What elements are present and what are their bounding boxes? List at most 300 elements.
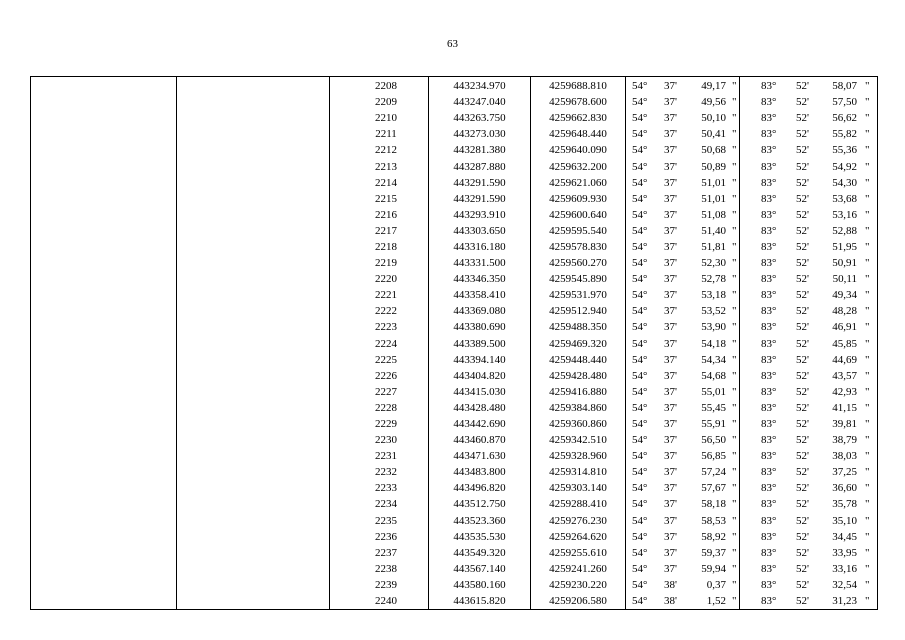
x-coordinate: 443535.530	[429, 529, 531, 545]
latitude-minutes: 37'	[664, 482, 677, 495]
y-coordinate: 4259678.600	[531, 94, 626, 110]
longitude-seconds: 36,60	[832, 482, 857, 495]
table-row	[31, 287, 878, 303]
latitude-seconds: 55,45	[701, 401, 726, 414]
latitude-seconds-mark: "	[732, 305, 737, 318]
x-coordinate: 443394.140	[429, 352, 531, 368]
longitude-degrees: 83°	[761, 144, 777, 157]
longitude-degrees: 83°	[761, 80, 777, 93]
longitude-degrees: 83°	[761, 176, 777, 189]
x-coordinate: 443358.410	[429, 287, 531, 303]
longitude-cell	[740, 480, 878, 496]
x-coordinate: 443331.500	[429, 255, 531, 271]
latitude-cell	[626, 384, 740, 400]
empty-cell	[31, 158, 177, 174]
latitude-seconds: 53,18	[701, 289, 726, 302]
longitude-seconds-mark: "	[865, 144, 870, 157]
latitude-seconds: 57,24	[701, 466, 726, 479]
longitude-seconds-mark: "	[865, 369, 870, 382]
latitude-minutes: 37'	[664, 224, 677, 237]
longitude-seconds-mark: "	[865, 401, 870, 414]
x-coordinate: 443460.870	[429, 432, 531, 448]
x-coordinate: 443346.350	[429, 271, 531, 287]
x-coordinate: 443316.180	[429, 239, 531, 255]
longitude-seconds: 31,23	[832, 595, 857, 608]
latitude-seconds: 58,18	[701, 498, 726, 511]
longitude-cell	[740, 142, 878, 158]
longitude-degrees: 83°	[761, 466, 777, 479]
longitude-cell	[740, 175, 878, 191]
longitude-minutes: 52'	[796, 530, 809, 543]
longitude-seconds-mark: "	[865, 128, 870, 141]
longitude-minutes: 52'	[796, 289, 809, 302]
point-number: 2221	[330, 287, 429, 303]
longitude-minutes: 52'	[796, 192, 809, 205]
latitude-degrees: 54°	[632, 128, 648, 141]
y-coordinate: 4259416.880	[531, 384, 626, 400]
empty-cell	[31, 223, 177, 239]
x-coordinate: 443263.750	[429, 110, 531, 126]
point-number: 2236	[330, 529, 429, 545]
empty-cell	[31, 577, 177, 593]
latitude-degrees: 54°	[632, 160, 648, 173]
latitude-seconds-mark: "	[732, 128, 737, 141]
longitude-cell	[740, 319, 878, 335]
point-number: 2225	[330, 352, 429, 368]
point-number: 2231	[330, 448, 429, 464]
empty-cell	[177, 271, 330, 287]
coordinates-table	[30, 76, 878, 610]
y-coordinate: 4259662.830	[531, 110, 626, 126]
latitude-seconds-mark: "	[732, 192, 737, 205]
y-coordinate: 4259648.440	[531, 126, 626, 142]
longitude-seconds-mark: "	[865, 192, 870, 205]
latitude-minutes: 37'	[664, 96, 677, 109]
latitude-seconds-mark: "	[732, 401, 737, 414]
longitude-seconds: 51,95	[832, 240, 857, 253]
empty-cell	[177, 400, 330, 416]
longitude-cell	[740, 368, 878, 384]
latitude-seconds-mark: "	[732, 144, 737, 157]
empty-cell	[31, 239, 177, 255]
table-row	[31, 400, 878, 416]
empty-cell	[177, 77, 330, 95]
point-number: 2226	[330, 368, 429, 384]
latitude-seconds: 53,52	[701, 305, 726, 318]
latitude-minutes: 37'	[664, 337, 677, 350]
longitude-cell	[740, 432, 878, 448]
latitude-seconds-mark: "	[732, 240, 737, 253]
y-coordinate: 4259303.140	[531, 480, 626, 496]
y-coordinate: 4259206.580	[531, 593, 626, 610]
longitude-seconds-mark: "	[865, 482, 870, 495]
latitude-minutes: 37'	[664, 176, 677, 189]
longitude-seconds: 43,57	[832, 369, 857, 382]
y-coordinate: 4259578.830	[531, 239, 626, 255]
table-row	[31, 94, 878, 110]
latitude-degrees: 54°	[632, 289, 648, 302]
x-coordinate: 443512.750	[429, 496, 531, 512]
latitude-minutes: 37'	[664, 128, 677, 141]
longitude-seconds-mark: "	[865, 578, 870, 591]
point-number: 2210	[330, 110, 429, 126]
latitude-seconds-mark: "	[732, 482, 737, 495]
table-row	[31, 480, 878, 496]
latitude-degrees: 54°	[632, 192, 648, 205]
longitude-degrees: 83°	[761, 498, 777, 511]
x-coordinate: 443483.800	[429, 464, 531, 480]
y-coordinate: 4259255.610	[531, 545, 626, 561]
latitude-seconds: 54,68	[701, 369, 726, 382]
empty-cell	[31, 175, 177, 191]
latitude-minutes: 37'	[664, 321, 677, 334]
longitude-seconds-mark: "	[865, 208, 870, 221]
empty-cell	[31, 513, 177, 529]
latitude-cell	[626, 77, 740, 95]
latitude-degrees: 54°	[632, 450, 648, 463]
table-row	[31, 416, 878, 432]
latitude-seconds-mark: "	[732, 369, 737, 382]
latitude-degrees: 54°	[632, 466, 648, 479]
x-coordinate: 443389.500	[429, 336, 531, 352]
empty-cell	[177, 287, 330, 303]
longitude-degrees: 83°	[761, 160, 777, 173]
x-coordinate: 443404.820	[429, 368, 531, 384]
latitude-minutes: 37'	[664, 289, 677, 302]
latitude-minutes: 37'	[664, 144, 677, 157]
point-number: 2217	[330, 223, 429, 239]
longitude-seconds: 34,45	[832, 530, 857, 543]
x-coordinate: 443369.080	[429, 303, 531, 319]
longitude-seconds-mark: "	[865, 450, 870, 463]
empty-cell	[177, 336, 330, 352]
empty-cell	[177, 545, 330, 561]
latitude-minutes: 37'	[664, 385, 677, 398]
y-coordinate: 4259384.860	[531, 400, 626, 416]
empty-cell	[177, 175, 330, 191]
latitude-seconds: 50,10	[701, 112, 726, 125]
longitude-degrees: 83°	[761, 546, 777, 559]
latitude-seconds-mark: "	[732, 595, 737, 608]
longitude-seconds-mark: "	[865, 305, 870, 318]
longitude-minutes: 52'	[796, 208, 809, 221]
table-row	[31, 352, 878, 368]
latitude-seconds: 58,53	[701, 514, 726, 527]
latitude-cell	[626, 191, 740, 207]
empty-cell	[177, 464, 330, 480]
empty-cell	[177, 255, 330, 271]
longitude-minutes: 52'	[796, 369, 809, 382]
point-number: 2220	[330, 271, 429, 287]
longitude-cell	[740, 287, 878, 303]
table-row	[31, 271, 878, 287]
table-row	[31, 142, 878, 158]
empty-cell	[177, 94, 330, 110]
latitude-seconds: 1,52	[706, 595, 726, 608]
latitude-cell	[626, 593, 740, 610]
latitude-seconds-mark: "	[732, 562, 737, 575]
latitude-degrees: 54°	[632, 434, 648, 447]
x-coordinate: 443303.650	[429, 223, 531, 239]
longitude-degrees: 83°	[761, 224, 777, 237]
longitude-seconds-mark: "	[865, 321, 870, 334]
latitude-degrees: 54°	[632, 112, 648, 125]
y-coordinate: 4259595.540	[531, 223, 626, 239]
latitude-seconds-mark: "	[732, 96, 737, 109]
longitude-minutes: 52'	[796, 128, 809, 141]
latitude-cell	[626, 287, 740, 303]
latitude-cell	[626, 336, 740, 352]
x-coordinate: 443234.970	[429, 77, 531, 95]
point-number: 2208	[330, 77, 429, 95]
empty-cell	[31, 384, 177, 400]
longitude-degrees: 83°	[761, 96, 777, 109]
empty-cell	[177, 561, 330, 577]
longitude-seconds-mark: "	[865, 176, 870, 189]
empty-cell	[177, 529, 330, 545]
latitude-seconds: 58,92	[701, 530, 726, 543]
empty-cell	[31, 303, 177, 319]
point-number: 2229	[330, 416, 429, 432]
latitude-seconds-mark: "	[732, 466, 737, 479]
table-body	[31, 77, 878, 610]
y-coordinate: 4259640.090	[531, 142, 626, 158]
latitude-seconds: 50,41	[701, 128, 726, 141]
x-coordinate: 443615.820	[429, 593, 531, 610]
longitude-seconds-mark: "	[865, 530, 870, 543]
x-coordinate: 443567.140	[429, 561, 531, 577]
latitude-minutes: 37'	[664, 160, 677, 173]
empty-cell	[177, 448, 330, 464]
y-coordinate: 4259621.060	[531, 175, 626, 191]
longitude-minutes: 52'	[796, 305, 809, 318]
latitude-minutes: 37'	[664, 530, 677, 543]
latitude-minutes: 37'	[664, 257, 677, 270]
point-number: 2212	[330, 142, 429, 158]
empty-cell	[31, 142, 177, 158]
latitude-cell	[626, 175, 740, 191]
longitude-cell	[740, 336, 878, 352]
empty-cell	[31, 207, 177, 223]
latitude-seconds-mark: "	[732, 337, 737, 350]
latitude-cell	[626, 448, 740, 464]
latitude-seconds: 56,50	[701, 434, 726, 447]
x-coordinate: 443291.590	[429, 175, 531, 191]
longitude-seconds: 58,07	[832, 80, 857, 93]
latitude-seconds: 50,89	[701, 160, 726, 173]
longitude-minutes: 52'	[796, 546, 809, 559]
point-number: 2215	[330, 191, 429, 207]
latitude-degrees: 54°	[632, 337, 648, 350]
latitude-seconds: 59,37	[701, 546, 726, 559]
y-coordinate: 4259328.960	[531, 448, 626, 464]
longitude-minutes: 52'	[796, 96, 809, 109]
longitude-seconds-mark: "	[865, 385, 870, 398]
table-row	[31, 448, 878, 464]
empty-cell	[31, 319, 177, 335]
point-number: 2237	[330, 545, 429, 561]
longitude-seconds: 44,69	[832, 353, 857, 366]
y-coordinate: 4259241.260	[531, 561, 626, 577]
latitude-seconds-mark: "	[732, 80, 737, 93]
latitude-cell	[626, 255, 740, 271]
latitude-seconds: 54,34	[701, 353, 726, 366]
longitude-seconds-mark: "	[865, 546, 870, 559]
longitude-seconds-mark: "	[865, 112, 870, 125]
point-number: 2213	[330, 158, 429, 174]
longitude-seconds: 37,25	[832, 466, 857, 479]
longitude-degrees: 83°	[761, 353, 777, 366]
longitude-minutes: 52'	[796, 450, 809, 463]
y-coordinate: 4259545.890	[531, 271, 626, 287]
x-coordinate: 443273.030	[429, 126, 531, 142]
y-coordinate: 4259512.940	[531, 303, 626, 319]
x-coordinate: 443523.360	[429, 513, 531, 529]
latitude-degrees: 54°	[632, 595, 648, 608]
table-row	[31, 368, 878, 384]
longitude-minutes: 52'	[796, 418, 809, 431]
table-row	[31, 239, 878, 255]
latitude-cell	[626, 271, 740, 287]
longitude-degrees: 83°	[761, 289, 777, 302]
longitude-cell	[740, 110, 878, 126]
latitude-cell	[626, 110, 740, 126]
latitude-minutes: 37'	[664, 80, 677, 93]
latitude-seconds-mark: "	[732, 546, 737, 559]
empty-cell	[31, 271, 177, 287]
longitude-cell	[740, 416, 878, 432]
longitude-cell	[740, 255, 878, 271]
point-number: 2222	[330, 303, 429, 319]
empty-cell	[177, 496, 330, 512]
latitude-degrees: 54°	[632, 353, 648, 366]
longitude-seconds: 32,54	[832, 578, 857, 591]
longitude-degrees: 83°	[761, 562, 777, 575]
latitude-minutes: 37'	[664, 112, 677, 125]
latitude-degrees: 54°	[632, 80, 648, 93]
longitude-cell	[740, 496, 878, 512]
empty-cell	[177, 110, 330, 126]
latitude-seconds: 51,01	[701, 192, 726, 205]
empty-cell	[177, 577, 330, 593]
empty-cell	[31, 110, 177, 126]
y-coordinate: 4259531.970	[531, 287, 626, 303]
point-number: 2239	[330, 577, 429, 593]
longitude-minutes: 52'	[796, 80, 809, 93]
latitude-minutes: 37'	[664, 498, 677, 511]
latitude-degrees: 54°	[632, 546, 648, 559]
latitude-minutes: 37'	[664, 192, 677, 205]
longitude-seconds: 45,85	[832, 337, 857, 350]
empty-cell	[177, 319, 330, 335]
latitude-seconds-mark: "	[732, 450, 737, 463]
longitude-seconds: 53,68	[832, 192, 857, 205]
empty-cell	[177, 223, 330, 239]
point-number: 2234	[330, 496, 429, 512]
latitude-seconds: 59,94	[701, 562, 726, 575]
latitude-seconds: 52,78	[701, 273, 726, 286]
longitude-minutes: 52'	[796, 353, 809, 366]
empty-cell	[31, 464, 177, 480]
x-coordinate: 443549.320	[429, 545, 531, 561]
latitude-minutes: 37'	[664, 353, 677, 366]
latitude-degrees: 54°	[632, 578, 648, 591]
longitude-cell	[740, 271, 878, 287]
table-row	[31, 432, 878, 448]
table-row	[31, 191, 878, 207]
longitude-minutes: 52'	[796, 514, 809, 527]
latitude-degrees: 54°	[632, 96, 648, 109]
longitude-degrees: 83°	[761, 337, 777, 350]
empty-cell	[177, 207, 330, 223]
y-coordinate: 4259609.930	[531, 191, 626, 207]
latitude-seconds: 53,90	[701, 321, 726, 334]
longitude-cell	[740, 94, 878, 110]
table-row	[31, 207, 878, 223]
empty-cell	[177, 368, 330, 384]
latitude-seconds: 49,56	[701, 96, 726, 109]
latitude-seconds: 57,67	[701, 482, 726, 495]
longitude-seconds-mark: "	[865, 160, 870, 173]
latitude-degrees: 54°	[632, 305, 648, 318]
y-coordinate: 4259264.620	[531, 529, 626, 545]
latitude-cell	[626, 223, 740, 239]
longitude-cell	[740, 545, 878, 561]
latitude-cell	[626, 496, 740, 512]
latitude-minutes: 37'	[664, 546, 677, 559]
latitude-seconds: 56,85	[701, 450, 726, 463]
empty-cell	[177, 303, 330, 319]
latitude-seconds-mark: "	[732, 224, 737, 237]
latitude-degrees: 54°	[632, 385, 648, 398]
empty-cell	[177, 158, 330, 174]
latitude-minutes: 37'	[664, 305, 677, 318]
y-coordinate: 4259428.480	[531, 368, 626, 384]
latitude-cell	[626, 577, 740, 593]
longitude-minutes: 52'	[796, 257, 809, 270]
longitude-degrees: 83°	[761, 273, 777, 286]
longitude-seconds-mark: "	[865, 562, 870, 575]
empty-cell	[31, 416, 177, 432]
empty-cell	[31, 448, 177, 464]
longitude-seconds: 42,93	[832, 385, 857, 398]
longitude-seconds-mark: "	[865, 224, 870, 237]
point-number: 2228	[330, 400, 429, 416]
longitude-seconds: 55,36	[832, 144, 857, 157]
longitude-cell	[740, 464, 878, 480]
table-row	[31, 577, 878, 593]
empty-cell	[31, 545, 177, 561]
latitude-seconds: 49,17	[701, 80, 726, 93]
empty-cell	[177, 191, 330, 207]
y-coordinate: 4259560.270	[531, 255, 626, 271]
latitude-cell	[626, 416, 740, 432]
longitude-seconds: 41,15	[832, 401, 857, 414]
latitude-cell	[626, 207, 740, 223]
table-row	[31, 77, 878, 95]
latitude-seconds: 51,08	[701, 208, 726, 221]
latitude-minutes: 38'	[664, 595, 677, 608]
longitude-degrees: 83°	[761, 530, 777, 543]
latitude-seconds: 51,01	[701, 176, 726, 189]
y-coordinate: 4259360.860	[531, 416, 626, 432]
latitude-seconds-mark: "	[732, 385, 737, 398]
longitude-seconds-mark: "	[865, 434, 870, 447]
longitude-minutes: 52'	[796, 498, 809, 511]
table-row	[31, 336, 878, 352]
longitude-degrees: 83°	[761, 112, 777, 125]
latitude-cell	[626, 319, 740, 335]
